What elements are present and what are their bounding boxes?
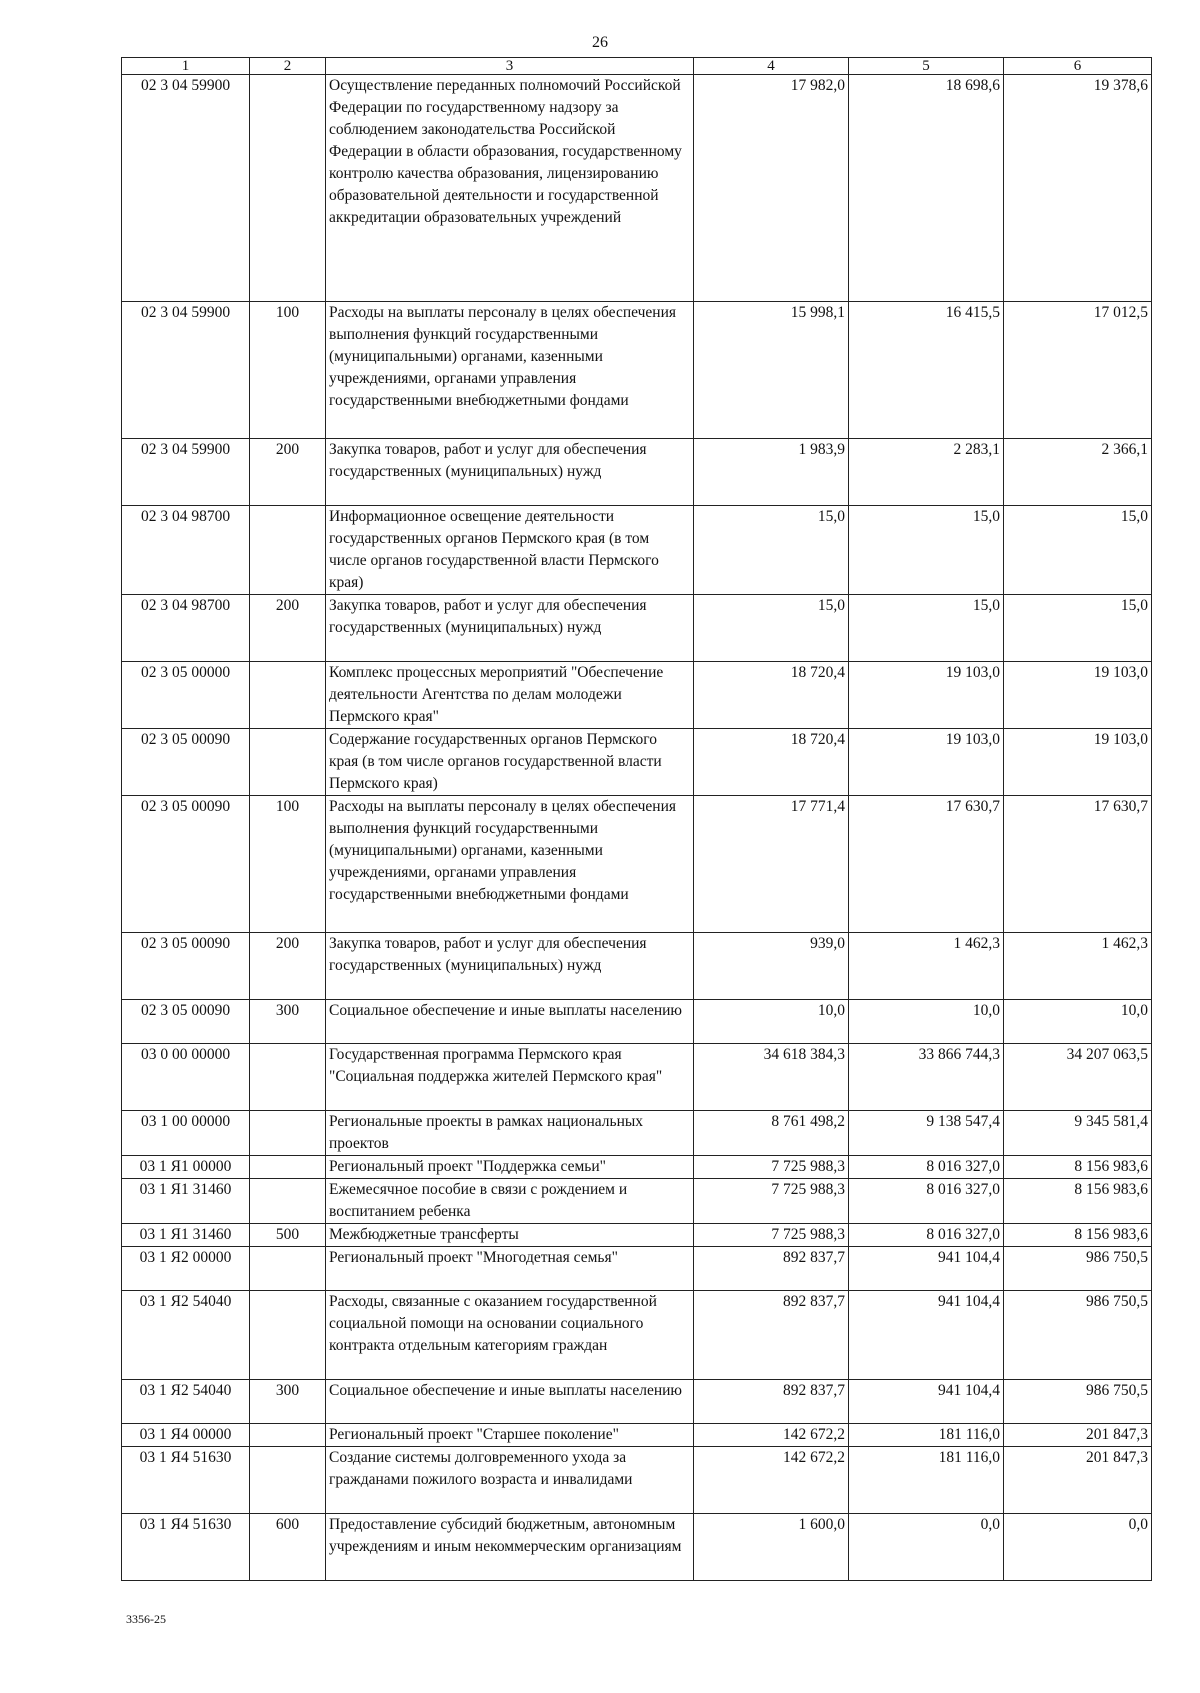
row-expense-type <box>250 662 326 729</box>
column-header: 3 <box>326 58 694 75</box>
row-code: 03 1 00 00000 <box>122 1111 250 1156</box>
row-name: Расходы, связанные с оказанием государственной социальной помощи на основании социального контракта отдельным категориям граждан <box>326 1291 694 1380</box>
row-name: Межбюджетные трансферты <box>326 1224 694 1247</box>
row-code: 02 3 05 00090 <box>122 933 250 1000</box>
row-value-col4: 142 672,2 <box>694 1447 849 1514</box>
row-expense-type <box>250 1156 326 1179</box>
row-name: Региональный проект "Многодетная семья" <box>326 1247 694 1291</box>
page-number: 26 <box>592 34 608 51</box>
table-row <box>122 1247 1152 1291</box>
row-expense-type: 100 <box>250 796 326 933</box>
row-expense-type: 200 <box>250 439 326 506</box>
row-code: 03 1 Я2 54040 <box>122 1380 250 1424</box>
table-row <box>122 1156 1152 1179</box>
row-value-col4: 34 618 384,3 <box>694 1044 849 1111</box>
row-value-col6: 19 103,0 <box>1004 662 1152 729</box>
row-expense-type <box>250 75 326 302</box>
row-value-col5: 8 016 327,0 <box>849 1224 1004 1247</box>
row-name: Социальное обеспечение и иные выплаты населению <box>326 1380 694 1424</box>
row-name: Закупка товаров, работ и услуг для обеспечения государственных (муниципальных) нужд <box>326 595 694 662</box>
row-value-col5: 0,0 <box>849 1514 1004 1581</box>
table-row <box>122 1044 1152 1111</box>
row-code: 02 3 05 00090 <box>122 1000 250 1044</box>
row-name: Закупка товаров, работ и услуг для обеспечения государственных (муниципальных) нужд <box>326 439 694 506</box>
row-value-col6: 986 750,5 <box>1004 1380 1152 1424</box>
column-header: 5 <box>849 58 1004 75</box>
row-value-col4: 939,0 <box>694 933 849 1000</box>
row-code: 03 1 Я2 00000 <box>122 1247 250 1291</box>
row-code: 03 1 Я4 00000 <box>122 1424 250 1447</box>
row-value-col5: 10,0 <box>849 1000 1004 1044</box>
table-row <box>122 1224 1152 1247</box>
row-expense-type <box>250 1291 326 1380</box>
row-name: Осуществление переданных полномочий Российской Федерации по государственному надзору за соблюдением законодательства Российской Федерации в области образования, государственному контролю качества образования, лицензированию образовательной деятельности и государственной аккредитации образовательных учреждений <box>326 75 694 302</box>
row-value-col6: 19 103,0 <box>1004 729 1152 796</box>
row-value-col6: 19 378,6 <box>1004 75 1152 302</box>
row-name: Комплекс процессных мероприятий "Обеспечение деятельности Агентства по делам молодежи Пермского края" <box>326 662 694 729</box>
row-code: 03 1 Я2 54040 <box>122 1291 250 1380</box>
table-row <box>122 729 1152 796</box>
column-header: 1 <box>122 58 250 75</box>
row-name: Закупка товаров, работ и услуг для обеспечения государственных (муниципальных) нужд <box>326 933 694 1000</box>
row-value-col5: 15,0 <box>849 506 1004 595</box>
row-expense-type <box>250 1247 326 1291</box>
row-code: 03 1 Я4 51630 <box>122 1514 250 1581</box>
row-expense-type <box>250 1447 326 1514</box>
row-value-col5: 8 016 327,0 <box>849 1156 1004 1179</box>
row-value-col6: 986 750,5 <box>1004 1247 1152 1291</box>
row-name: Региональные проекты в рамках национальных проектов <box>326 1111 694 1156</box>
row-value-col4: 8 761 498,2 <box>694 1111 849 1156</box>
row-name: Региональный проект "Поддержка семьи" <box>326 1156 694 1179</box>
row-expense-type: 500 <box>250 1224 326 1247</box>
row-value-col5: 941 104,4 <box>849 1247 1004 1291</box>
row-value-col5: 8 016 327,0 <box>849 1179 1004 1224</box>
table-row <box>122 662 1152 729</box>
row-value-col6: 1 462,3 <box>1004 933 1152 1000</box>
row-value-col4: 892 837,7 <box>694 1291 849 1380</box>
document-id: 3356-25 <box>126 1612 166 1626</box>
row-expense-type <box>250 506 326 595</box>
row-name: Создание системы долговременного ухода за гражданами пожилого возраста и инвалидами <box>326 1447 694 1514</box>
row-code: 02 3 05 00090 <box>122 796 250 933</box>
budget-table <box>121 57 1152 1581</box>
row-name: Региональный проект "Старшее поколение" <box>326 1424 694 1447</box>
row-value-col4: 18 720,4 <box>694 729 849 796</box>
row-code: 03 1 Я1 31460 <box>122 1224 250 1247</box>
table-row <box>122 1000 1152 1044</box>
row-value-col4: 15 998,1 <box>694 302 849 439</box>
table-row <box>122 1514 1152 1581</box>
row-value-col4: 15,0 <box>694 506 849 595</box>
row-name: Социальное обеспечение и иные выплаты населению <box>326 1000 694 1044</box>
row-value-col4: 17 982,0 <box>694 75 849 302</box>
row-value-col5: 17 630,7 <box>849 796 1004 933</box>
row-name: Ежемесячное пособие в связи с рождением и воспитанием ребенка <box>326 1179 694 1224</box>
table-row <box>122 439 1152 506</box>
row-value-col6: 986 750,5 <box>1004 1291 1152 1380</box>
row-code: 03 0 00 00000 <box>122 1044 250 1111</box>
row-value-col5: 33 866 744,3 <box>849 1044 1004 1111</box>
row-name: Информационное освещение деятельности государственных органов Пермского края (в том числе органов государственной власти Пермского края) <box>326 506 694 595</box>
row-value-col6: 0,0 <box>1004 1514 1152 1581</box>
column-header: 6 <box>1004 58 1152 75</box>
row-value-col5: 19 103,0 <box>849 662 1004 729</box>
row-value-col6: 15,0 <box>1004 506 1152 595</box>
row-code: 02 3 04 98700 <box>122 595 250 662</box>
row-value-col5: 16 415,5 <box>849 302 1004 439</box>
row-name: Государственная программа Пермского края "Социальная поддержка жителей Пермского края" <box>326 1044 694 1111</box>
row-value-col5: 941 104,4 <box>849 1291 1004 1380</box>
row-value-col6: 8 156 983,6 <box>1004 1179 1152 1224</box>
row-value-col5: 181 116,0 <box>849 1424 1004 1447</box>
row-value-col6: 8 156 983,6 <box>1004 1224 1152 1247</box>
row-value-col5: 941 104,4 <box>849 1380 1004 1424</box>
row-expense-type: 200 <box>250 933 326 1000</box>
row-code: 03 1 Я1 31460 <box>122 1179 250 1224</box>
row-name: Содержание государственных органов Пермского края (в том числе органов государственной власти Пермского края) <box>326 729 694 796</box>
row-value-col6: 201 847,3 <box>1004 1424 1152 1447</box>
row-value-col4: 7 725 988,3 <box>694 1224 849 1247</box>
row-value-col4: 1 983,9 <box>694 439 849 506</box>
row-value-col5: 2 283,1 <box>849 439 1004 506</box>
row-expense-type <box>250 1044 326 1111</box>
row-code: 02 3 04 59900 <box>122 302 250 439</box>
row-expense-type <box>250 729 326 796</box>
row-name: Расходы на выплаты персоналу в целях обеспечения выполнения функций государственными (муниципальными) органами, казенными учреждениями, органами управления государственными внебюджетными фондами <box>326 796 694 933</box>
row-value-col4: 10,0 <box>694 1000 849 1044</box>
row-name: Расходы на выплаты персоналу в целях обеспечения выполнения функций государственными (муниципальными) органами, казенными учреждениями, органами управления государственными внебюджетными фондами <box>326 302 694 439</box>
row-value-col4: 1 600,0 <box>694 1514 849 1581</box>
row-value-col4: 892 837,7 <box>694 1380 849 1424</box>
table-row <box>122 595 1152 662</box>
row-code: 02 3 05 00000 <box>122 662 250 729</box>
row-value-col6: 201 847,3 <box>1004 1447 1152 1514</box>
row-expense-type: 300 <box>250 1380 326 1424</box>
row-value-col6: 9 345 581,4 <box>1004 1111 1152 1156</box>
row-value-col6: 8 156 983,6 <box>1004 1156 1152 1179</box>
table-row <box>122 1291 1152 1380</box>
table-row <box>122 1424 1152 1447</box>
row-code: 02 3 05 00090 <box>122 729 250 796</box>
row-value-col6: 15,0 <box>1004 595 1152 662</box>
row-code: 02 3 04 59900 <box>122 75 250 302</box>
row-code: 02 3 04 59900 <box>122 439 250 506</box>
table-row <box>122 1111 1152 1156</box>
table-row <box>122 302 1152 439</box>
row-value-col5: 19 103,0 <box>849 729 1004 796</box>
row-value-col4: 142 672,2 <box>694 1424 849 1447</box>
row-value-col4: 17 771,4 <box>694 796 849 933</box>
row-value-col6: 34 207 063,5 <box>1004 1044 1152 1111</box>
row-expense-type: 300 <box>250 1000 326 1044</box>
row-expense-type <box>250 1424 326 1447</box>
row-value-col5: 18 698,6 <box>849 75 1004 302</box>
table-row <box>122 796 1152 933</box>
row-value-col5: 181 116,0 <box>849 1447 1004 1514</box>
row-value-col6: 17 012,5 <box>1004 302 1152 439</box>
row-value-col5: 9 138 547,4 <box>849 1111 1004 1156</box>
row-value-col4: 7 725 988,3 <box>694 1156 849 1179</box>
row-expense-type: 100 <box>250 302 326 439</box>
row-code: 02 3 04 98700 <box>122 506 250 595</box>
table-row <box>122 1447 1152 1514</box>
row-value-col6: 2 366,1 <box>1004 439 1152 506</box>
table-row <box>122 933 1152 1000</box>
row-value-col4: 15,0 <box>694 595 849 662</box>
column-header: 4 <box>694 58 849 75</box>
row-code: 03 1 Я4 51630 <box>122 1447 250 1514</box>
row-expense-type: 200 <box>250 595 326 662</box>
row-code: 03 1 Я1 00000 <box>122 1156 250 1179</box>
row-expense-type: 600 <box>250 1514 326 1581</box>
row-value-col4: 18 720,4 <box>694 662 849 729</box>
table-row <box>122 506 1152 595</box>
row-value-col5: 1 462,3 <box>849 933 1004 1000</box>
row-name: Предоставление субсидий бюджетным, автономным учреждениям и иным некоммерческим организациям <box>326 1514 694 1581</box>
column-header: 2 <box>250 58 326 75</box>
row-value-col6: 17 630,7 <box>1004 796 1152 933</box>
table-row <box>122 1380 1152 1424</box>
row-value-col5: 15,0 <box>849 595 1004 662</box>
row-expense-type <box>250 1111 326 1156</box>
table-header-row <box>122 58 1152 75</box>
row-expense-type <box>250 1179 326 1224</box>
table-row <box>122 1179 1152 1224</box>
row-value-col4: 892 837,7 <box>694 1247 849 1291</box>
row-value-col6: 10,0 <box>1004 1000 1152 1044</box>
table-row <box>122 75 1152 302</box>
row-value-col4: 7 725 988,3 <box>694 1179 849 1224</box>
